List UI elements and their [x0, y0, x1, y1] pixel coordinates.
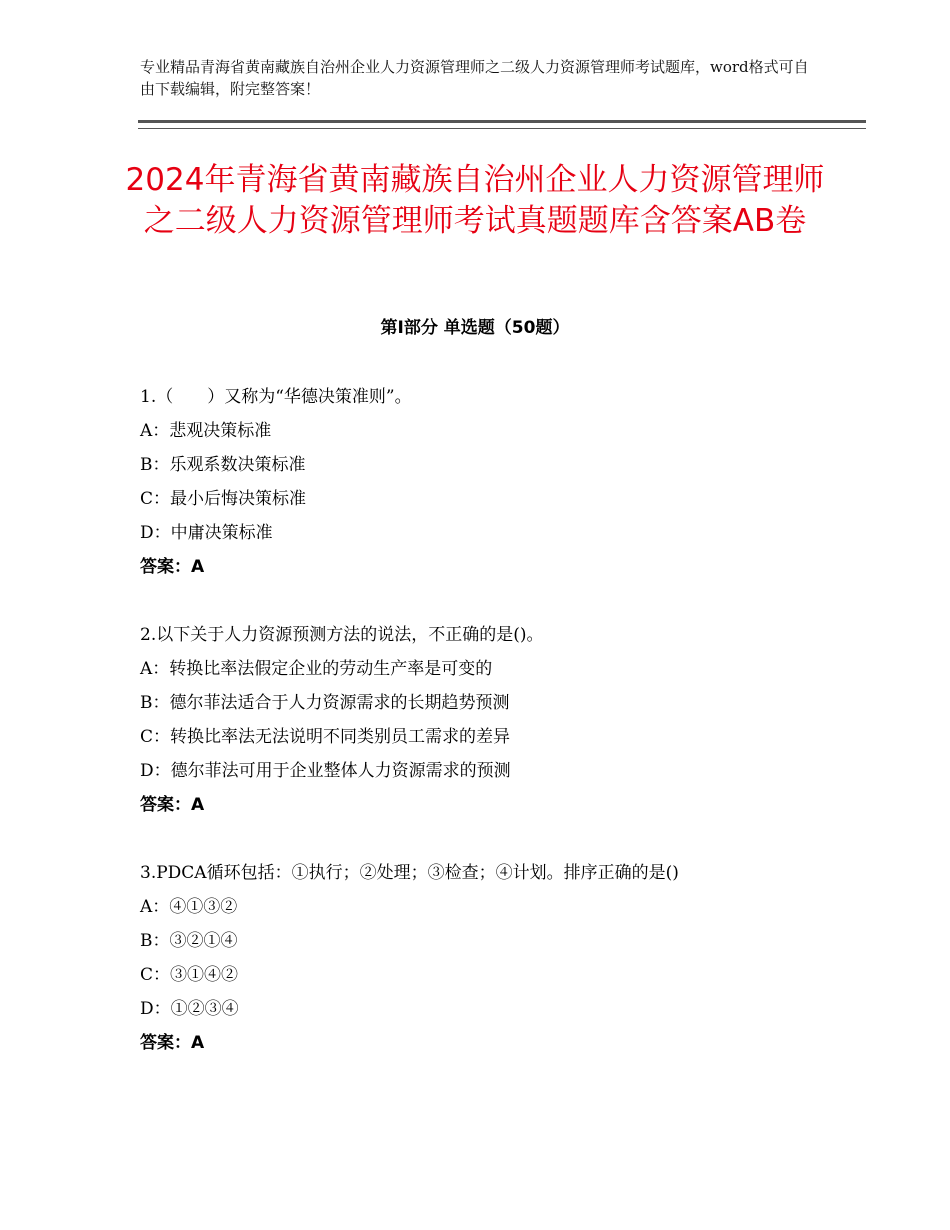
question-stem: 3.PDCA循环包括：①执行；②处理；③检查；④计划。排序正确的是(): [140, 863, 679, 883]
question-2: [140, 618, 820, 822]
option-d: D：中庸决策标准: [140, 523, 273, 543]
answer: 答案：A: [140, 795, 205, 815]
answer: 答案：A: [140, 557, 205, 577]
option-c: C：③①④②: [140, 965, 239, 985]
option-b: B：③②①④: [140, 931, 238, 951]
question-1: [140, 380, 820, 584]
section-title: 第Ⅰ部分 单选题（50题）: [380, 318, 570, 338]
question-stem: 1.（ ）又称为“华德决策准则”。: [140, 387, 412, 407]
header-divider: [138, 120, 866, 129]
option-a: A：④①③②: [140, 897, 238, 917]
document-title: 2024年青海省黄南藏族自治州企业人力资源管理师之二级人力资源管理师考试真题题库含答案AB卷: [125, 162, 825, 239]
option-d: D：①②③④: [140, 999, 239, 1019]
option-b: B：德尔菲法适合于人力资源需求的长期趋势预测: [140, 693, 510, 713]
option-c: C：最小后悔决策标准: [140, 489, 307, 509]
option-a: A：悲观决策标准: [140, 421, 272, 441]
option-a: A：转换比率法假定企业的劳动生产率是可变的: [140, 659, 493, 679]
header-note: 专业精品青海省黄南藏族自治州企业人力资源管理师之二级人力资源管理师考试题库，word格式可自由下载编辑，附完整答案！: [140, 58, 809, 98]
answer: 答案：A: [140, 1033, 205, 1053]
question-stem: 2.以下关于人力资源预测方法的说法，不正确的是()。: [140, 625, 544, 645]
option-c: C：转换比率法无法说明不同类别员工需求的差异: [140, 727, 511, 747]
option-b: B：乐观系数决策标准: [140, 455, 306, 475]
option-d: D：德尔菲法可用于企业整体人力资源需求的预测: [140, 761, 511, 781]
question-3: [140, 856, 820, 1060]
